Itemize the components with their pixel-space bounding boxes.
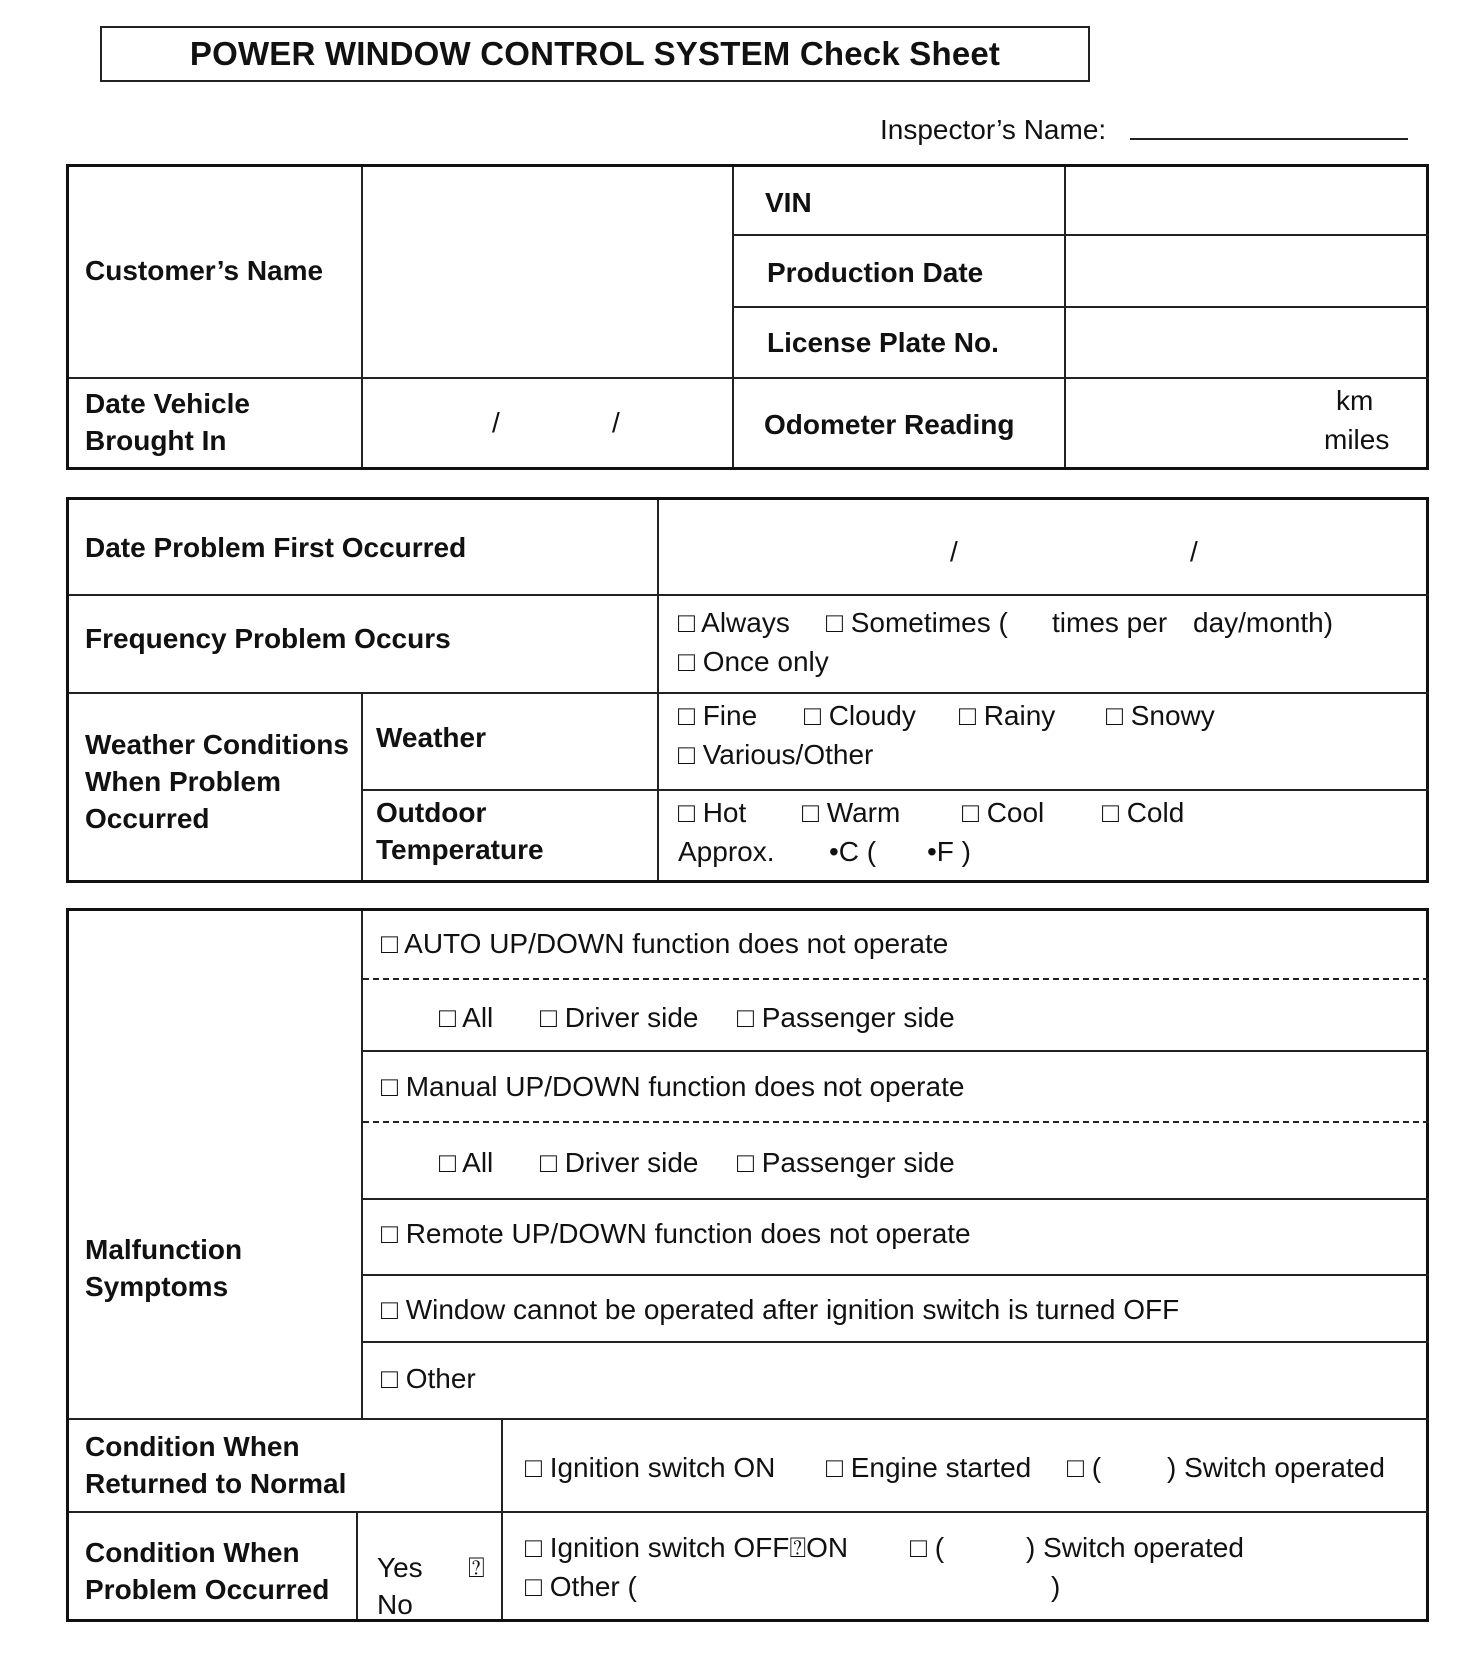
returned-normal-label-line2: Returned to Normal — [85, 1468, 347, 1499]
problem-occurred-label-line2: Problem Occurred — [85, 1574, 330, 1605]
checkbox-rainy[interactable]: □ Rainy — [959, 700, 1056, 731]
weather-conditions-label-line2: When Problem — [85, 766, 282, 797]
outdoor-temperature-label-line2: Temperature — [376, 834, 544, 865]
date-separator: / — [612, 407, 620, 438]
date-brought-in-label-line2: Brought In — [85, 425, 227, 456]
checkbox-other-symptom[interactable]: □ Other — [381, 1363, 476, 1394]
license-plate-label: License Plate No. — [767, 327, 999, 358]
checkbox-remote-updown[interactable]: □ Remote UP/DOWN function does not operate — [381, 1218, 971, 1249]
weather-conditions-label-line1: Weather Conditions — [85, 729, 349, 760]
date-separator: / — [950, 536, 958, 567]
returned-normal-label-line1: Condition When — [85, 1431, 300, 1462]
unit-miles: miles — [1324, 424, 1390, 455]
checkbox-occurred-other[interactable]: □ Other ( — [525, 1571, 637, 1602]
customer-name-label: Customer’s Name — [85, 255, 324, 286]
celsius-field[interactable]: •C ( — [829, 836, 877, 867]
checkbox-manual-driver-side[interactable]: □ Driver side — [540, 1147, 699, 1178]
malfunction-table — [66, 908, 1429, 1622]
checkbox-warm[interactable]: □ Warm — [802, 797, 901, 828]
times-per-text: times per — [1052, 607, 1168, 638]
checkbox-returned-engine-started[interactable]: □ Engine started — [826, 1452, 1032, 1483]
checkbox-snowy[interactable]: □ Snowy — [1106, 700, 1215, 731]
day-month-text: day/month) — [1193, 607, 1334, 638]
checkbox-auto-all[interactable]: □ All — [439, 1002, 494, 1033]
checkbox-auto-updown[interactable]: □ AUTO UP/DOWN function does not operate — [381, 928, 949, 959]
checkbox-always[interactable]: □ Always — [678, 607, 790, 638]
weather-label: Weather — [376, 722, 486, 753]
checkbox-various-other[interactable]: □ Various/Other — [678, 739, 874, 770]
checkbox-cloudy[interactable]: □ Cloudy — [804, 700, 916, 731]
vin-field[interactable] — [1068, 169, 1426, 233]
checkbox-once-only[interactable]: □ Once only — [678, 646, 829, 677]
yes-option[interactable]: Yes — [377, 1552, 423, 1583]
checkbox-ignition-off[interactable]: □ Window cannot be operated after ignition switch is turned OFF — [381, 1294, 1180, 1325]
vin-label: VIN — [765, 187, 812, 218]
malfunction-label-line1: Malfunction — [85, 1234, 243, 1265]
inspector-name-field[interactable] — [1130, 138, 1408, 140]
customer-name-field[interactable] — [365, 169, 730, 375]
license-plate-field[interactable] — [1068, 309, 1426, 376]
occurred-switch-operated-text: ) Switch operated — [1026, 1532, 1244, 1563]
date-brought-in-field[interactable] — [365, 381, 730, 465]
checkbox-cold[interactable]: □ Cold — [1102, 797, 1185, 828]
date-separator: / — [492, 407, 500, 438]
checkbox-returned-ignition-on[interactable]: □ Ignition switch ON — [525, 1452, 776, 1483]
page-title: POWER WINDOW CONTROL SYSTEM Check Sheet — [100, 26, 1090, 82]
checkbox-manual-updown[interactable]: □ Manual UP/DOWN function does not operate — [381, 1071, 965, 1102]
checkbox-auto-driver-side[interactable]: □ Driver side — [540, 1002, 699, 1033]
no-option[interactable]: No — [377, 1589, 413, 1620]
production-date-field[interactable] — [1068, 237, 1426, 305]
checkbox-auto-passenger-side[interactable]: □ Passenger side — [737, 1002, 955, 1033]
outdoor-temperature-label-line1: Outdoor — [376, 797, 487, 828]
production-date-label: Production Date — [767, 257, 984, 288]
date-separator: / — [1190, 536, 1198, 567]
checkbox-ignition-off-on[interactable]: □ Ignition switch OFF⍰ON — [525, 1532, 849, 1563]
malfunction-label-line2: Symptoms — [85, 1271, 229, 1302]
yes-no-arrow-icon: ⍰ — [468, 1552, 485, 1583]
fahrenheit-field[interactable]: •F ) — [927, 836, 972, 867]
weather-conditions-label-line3: Occurred — [85, 803, 210, 834]
date-first-occurred-label: Date Problem First Occurred — [85, 532, 467, 563]
occurred-other-close: ) — [1051, 1571, 1061, 1602]
checkbox-sometimes[interactable]: □ Sometimes ( — [826, 607, 1008, 638]
checkbox-hot[interactable]: □ Hot — [678, 797, 747, 828]
checkbox-manual-all[interactable]: □ All — [439, 1147, 494, 1178]
checkbox-cool[interactable]: □ Cool — [962, 797, 1045, 828]
problem-occurrence-table — [66, 497, 1429, 883]
checkbox-fine[interactable]: □ Fine — [678, 700, 758, 731]
checkbox-occurred-switch[interactable]: □ ( — [910, 1532, 945, 1563]
unit-km: km — [1336, 385, 1374, 416]
date-brought-in-label-line1: Date Vehicle — [85, 388, 250, 419]
inspector-name-label: Inspector’s Name: — [880, 114, 1107, 145]
checkbox-returned-switch[interactable]: □ ( — [1067, 1452, 1102, 1483]
frequency-label: Frequency Problem Occurs — [85, 623, 451, 654]
odometer-label: Odometer Reading — [764, 409, 1015, 440]
checkbox-manual-passenger-side[interactable]: □ Passenger side — [737, 1147, 955, 1178]
vehicle-info-table — [66, 164, 1429, 470]
returned-switch-operated-text: ) Switch operated — [1167, 1452, 1385, 1483]
odometer-field[interactable] — [1068, 381, 1318, 465]
approx-label: Approx. — [678, 836, 775, 867]
problem-occurred-label-line1: Condition When — [85, 1537, 300, 1568]
date-first-occurred-field[interactable] — [661, 502, 1426, 592]
